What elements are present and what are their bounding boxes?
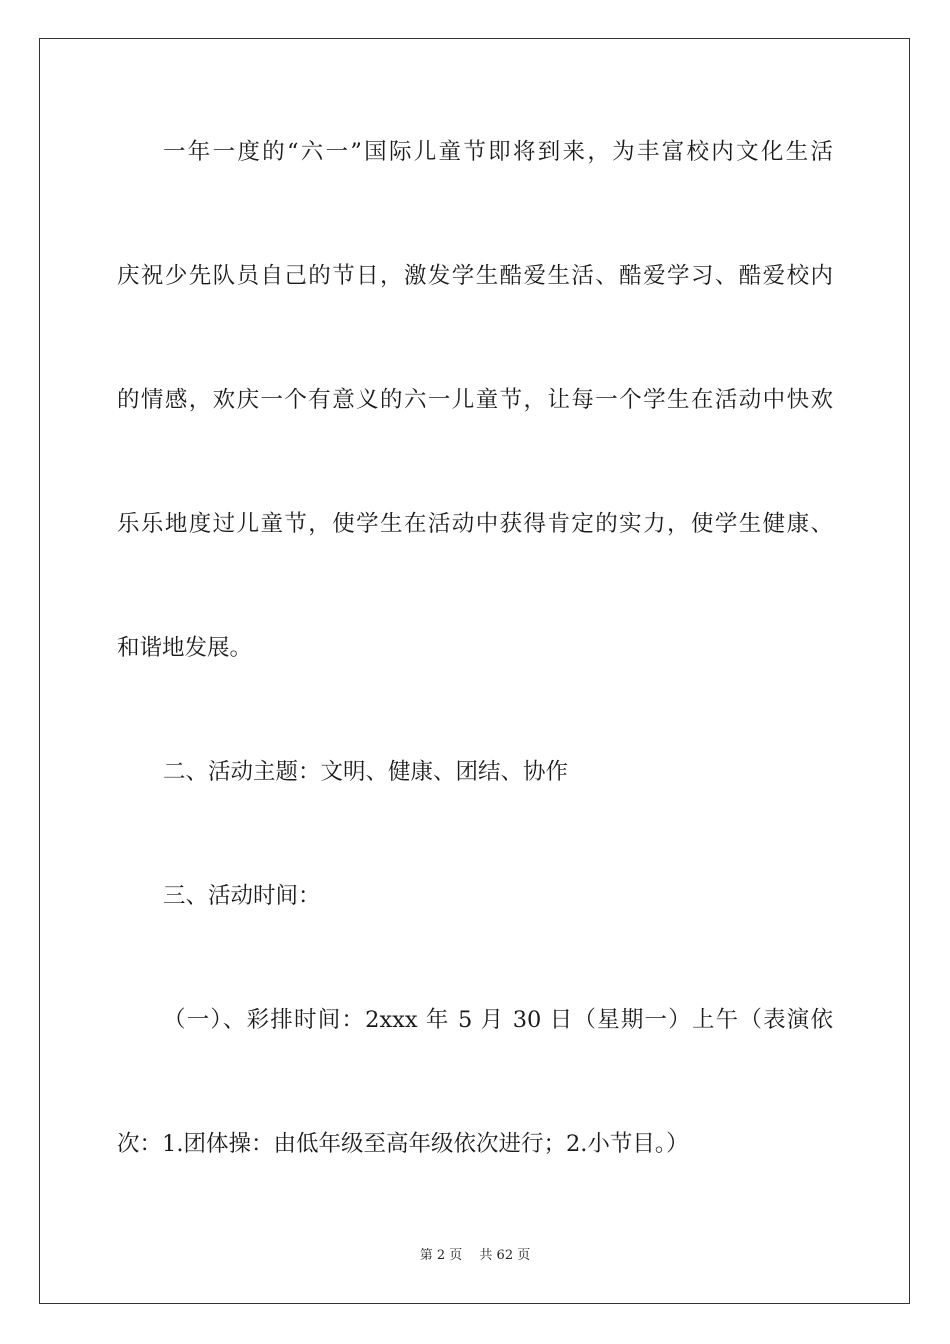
page-number-footer: 第 2 页 共 62 页 [419,1248,531,1263]
body-line-3: 的情感，欢庆一个有意义的六一儿童节，让每一个学生在活动中快欢 [117,387,833,413]
body-line-5: 和谐地发展。 [117,635,253,661]
section-heading-theme: 二、活动主题：文明、健康、团结、协作 [163,759,569,785]
body-line-2: 庆祝少先队员自己的节日，激发学生酷爱生活、酷爱学习、酷爱校内 [117,263,833,289]
body-line-rehearsal: （一）、彩排时间：2xxx 年 5 月 30 日（星期一）上午（表演依 [163,1007,833,1033]
section-heading-time: 三、活动时间： [163,883,321,909]
page-border [39,38,910,1304]
body-line-order: 次：1.团体操：由低年级至高年级依次进行；2.小节目。） [117,1131,689,1157]
body-line-4: 乐乐地度过儿童节，使学生在活动中获得肯定的实力，使学生健康、 [117,511,833,537]
body-line-1: 一年一度的“六一”国际儿童节即将到来，为丰富校内文化生活 [163,139,833,165]
